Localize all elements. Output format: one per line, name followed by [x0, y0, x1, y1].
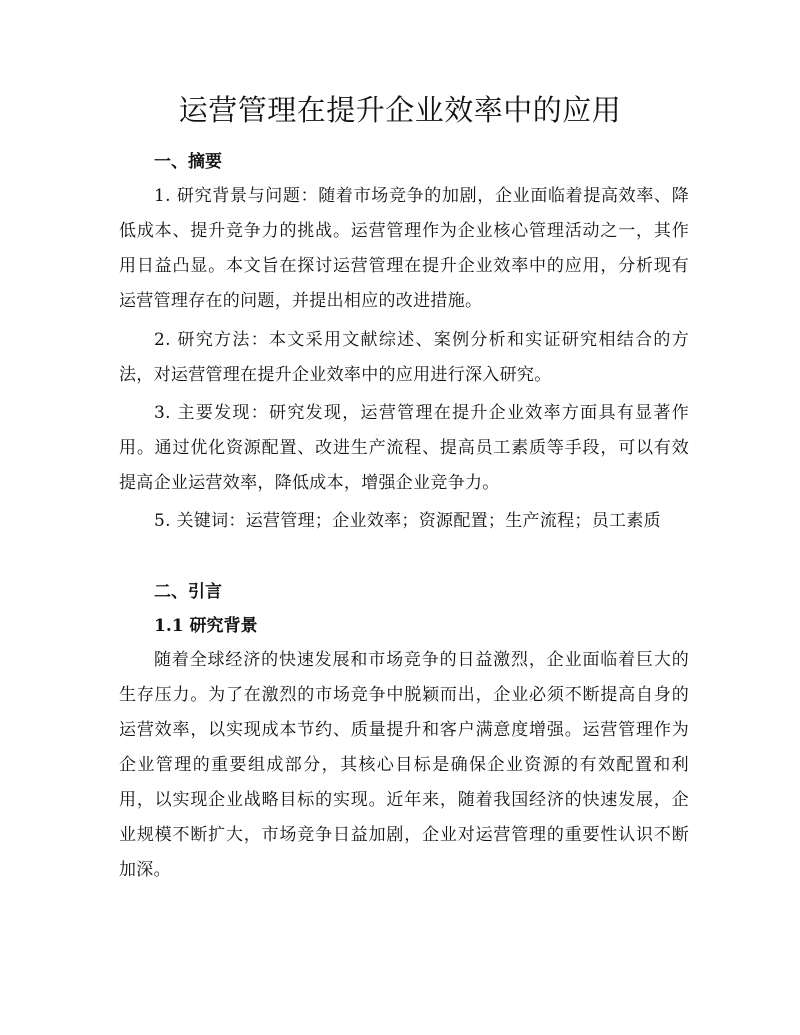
abstract-item-background: 1. 研究背景与问题：随着市场竞争的加剧，企业面临着提高效率、降低成本、提升竞争力的挑战。运营管理作为企业核心管理活动之一，其作用日益凸显。本文旨在探讨运营管理在提升企业效率中的应用，分析现有运营管理存在的问题，并提出相应的改进措施。 — [119, 186, 689, 311]
abstract-heading: 一、摘要 — [154, 152, 222, 172]
document-title: 运营管理在提升企业效率中的应用 — [178, 93, 622, 127]
abstract-item-findings: 3. 主要发现：研究发现，运营管理在提升企业效率方面具有显著作用。通过优化资源配置、改进生产流程、提高员工素质等手段，可以有效提高企业运营效率，降低成本，增强企业竞争力。 — [119, 403, 689, 493]
abstract-item-keywords: 5. 关键词：运营管理；企业效率；资源配置；生产流程；员工素质 — [154, 511, 661, 531]
abstract-item-method: 2. 研究方法：本文采用文献综述、案例分析和实证研究相结合的方法，对运营管理在提升企业效率中的应用进行深入研究。 — [119, 330, 689, 385]
intro-paragraph: 随着全球经济的快速发展和市场竞争的日益激烈，企业面临着巨大的生存压力。为了在激烈的市场竞争中脱颖而出，企业必须不断提高自身的运营效率，以实现成本节约、质量提升和客户满意度增强。运营管理作为企业管理的重要组成部分，其核心目标是确保企业资源的有效配置和利用，以实现企业战略目标的实现。近年来，随着我国经济的快速发展，企业规模不断扩大，市场竞争日益加剧，企业对运营管理的重要性认识不断加深。 — [119, 650, 689, 880]
intro-subheading: 1.1 研究背景 — [154, 616, 258, 636]
intro-heading: 二、引言 — [154, 582, 222, 602]
